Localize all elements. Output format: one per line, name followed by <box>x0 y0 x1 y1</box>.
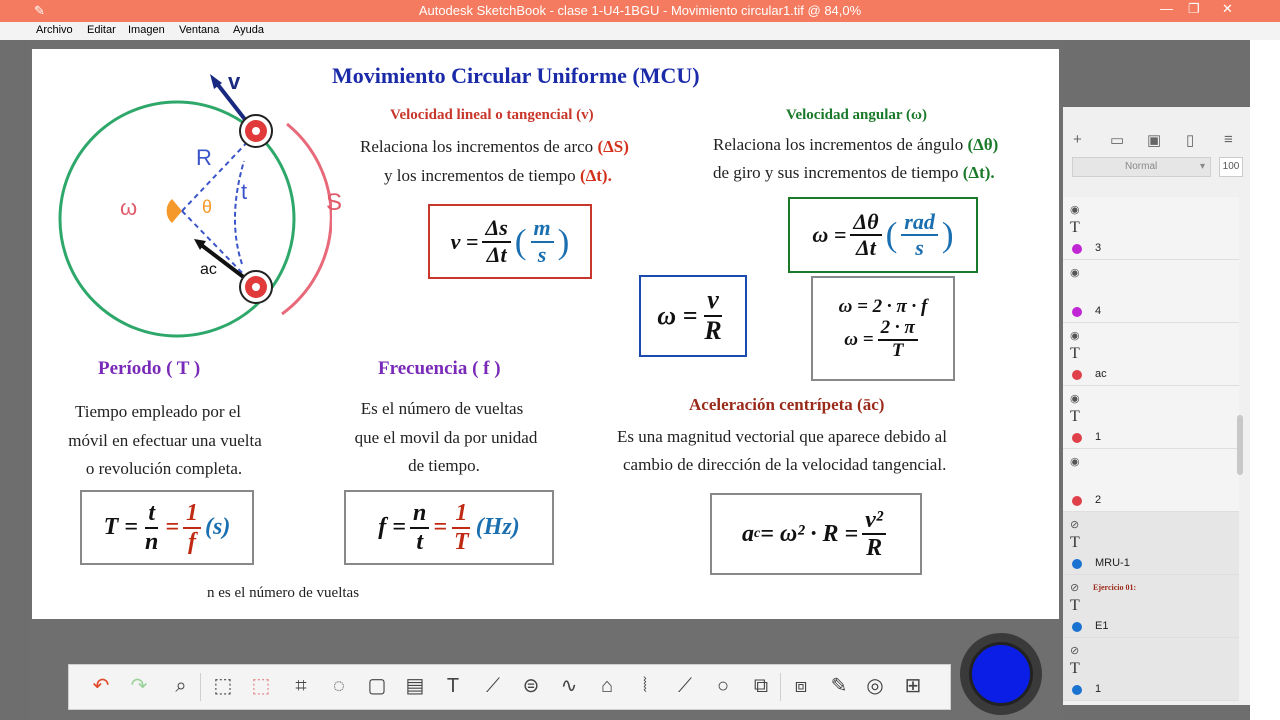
layer-color-dot <box>1072 496 1082 506</box>
omega-label: ω <box>120 195 138 220</box>
window-edge <box>1250 40 1280 720</box>
layer-item[interactable]: ◉ T ac <box>1063 323 1239 386</box>
layer-color-dot <box>1072 559 1082 569</box>
menu-icon[interactable]: ≡ <box>1224 131 1233 148</box>
brush-icon[interactable]: ✎ <box>830 675 848 697</box>
eye-icon[interactable]: ◉ <box>1070 456 1080 468</box>
radius-label: R <box>196 145 212 170</box>
lineal-line2: y los incrementos de tiempo (Δt). <box>384 166 612 185</box>
eye-hidden-icon[interactable]: ⊘ <box>1070 582 1080 594</box>
symmetry-icon[interactable]: ⦚ <box>642 675 648 697</box>
layer-color-dot <box>1072 370 1082 380</box>
bucket-icon[interactable]: ▤ <box>405 675 425 697</box>
mcu-diagram <box>32 69 332 359</box>
formula-f: f = $\frac{n}{t}$ = $\frac{1}{T}$ (Hz) <box>344 490 554 565</box>
arc-label: S <box>326 189 343 216</box>
layer-label: 2 <box>1095 494 1102 506</box>
formula-t: T = $\frac{t}{n}$ = $\frac{1}{f}$ (s) <box>80 490 254 565</box>
color-puck[interactable] <box>960 633 1042 715</box>
color-swatch[interactable] <box>969 642 1033 706</box>
lasso-icon[interactable]: ◌ <box>333 675 345 697</box>
copy-icon[interactable]: ⧉ <box>753 675 769 697</box>
window-title: Autodesk SketchBook - clase 1-U4-1BGU - Movimiento circular1.tif @ 84,0% <box>418 3 862 18</box>
menu-archivo[interactable]: Archivo <box>36 24 73 36</box>
layer-item[interactable]: ⊘ T MRU-1 <box>1063 512 1239 575</box>
opacity-field[interactable]: 100 <box>1219 157 1243 177</box>
undo-icon[interactable]: ↶ <box>92 675 110 697</box>
eye-icon[interactable]: ◉ <box>1070 204 1080 216</box>
time-label: t <box>241 179 248 204</box>
layer-color-dot <box>1072 685 1082 695</box>
perspective-icon[interactable]: ⌂ <box>600 675 614 697</box>
footnote: n es el número de vueltas <box>207 585 360 601</box>
layers-icon[interactable]: ⧈ <box>794 675 808 697</box>
crop-icon[interactable]: ⌗ <box>295 675 307 697</box>
circle-icon[interactable]: ○ <box>716 675 730 697</box>
menu-imagen[interactable]: Imagen <box>128 24 165 36</box>
layer-color-dot <box>1072 307 1082 317</box>
theta-label: θ <box>202 197 213 217</box>
stroke-icon[interactable]: ⟋ <box>678 675 692 697</box>
ac-label: ac <box>200 261 217 278</box>
shape-icon[interactable]: ▢ <box>367 675 387 697</box>
periodo-line2: móvil en efectuar una vuelta <box>68 431 262 450</box>
toolbar-divider <box>780 673 781 701</box>
menu-ventana[interactable]: Ventana <box>179 24 220 36</box>
periodo-line3: o revolución completa. <box>85 459 243 478</box>
formula-omega: ω = $\frac{\Delta\theta}{\Delta t}$ ( $\frac{\text{rad}}{s}$ ) <box>788 197 978 273</box>
eye-hidden-icon[interactable]: ⊘ <box>1070 519 1080 531</box>
eye-icon[interactable]: ◉ <box>1070 393 1080 405</box>
layer-item[interactable]: ◉ T 3 <box>1063 197 1239 260</box>
formula-v: v = $\frac{\Delta s}{\Delta t}$ ( $\frac{m}{s}$ ) <box>428 204 592 279</box>
menu-ayuda[interactable]: Ayuda <box>233 24 264 36</box>
layer-item[interactable]: ⊘ T 1 <box>1063 638 1239 701</box>
angular-line1: Relaciona los incrementos de ángulo (Δθ) <box>713 135 999 154</box>
periodo-heading: Período ( T ) <box>98 358 201 379</box>
curve-icon[interactable]: ∿ <box>560 675 578 697</box>
layer-label: ac <box>1095 368 1107 380</box>
layer-tools <box>1063 107 1250 157</box>
layer-label: E1 <box>1095 620 1109 632</box>
transform-icon[interactable]: ⬚ <box>251 675 271 697</box>
frecuencia-line1: Es el número de vueltas <box>360 399 524 418</box>
restore-button[interactable]: ❐ <box>1188 1 1200 16</box>
angular-line2: de giro y sus incrementos de tiempo (Δt). <box>713 163 995 182</box>
angular-heading: Velocidad angular (ω) <box>786 107 927 123</box>
ruler-icon[interactable]: ⟋ <box>486 675 500 697</box>
layer-label: 4 <box>1095 305 1102 317</box>
frecuencia-line2: que el movil da por unidad <box>354 428 538 447</box>
lineal-line1: Relaciona los incrementos de arco (ΔS) <box>360 137 629 156</box>
image-layer-icon[interactable]: ▣ <box>1147 132 1162 149</box>
layer-scrollbar[interactable] <box>1237 415 1243 475</box>
formula-ac: a c = ω² · R = $\frac{\text{v²}}{R}$ <box>710 493 922 575</box>
layer-item[interactable]: ⊘ T Ejercicio 01: E1 <box>1063 575 1239 638</box>
chevron-down-icon: ▾ <box>1199 161 1205 172</box>
layer-thumbnail-text: Ejercicio 01: <box>1093 583 1137 592</box>
eye-icon[interactable]: ◉ <box>1070 267 1080 279</box>
omega-2pi-f: ω = 2 · π · f <box>838 295 928 317</box>
select-icon[interactable]: ⬚ <box>213 675 233 697</box>
color-wheel-icon[interactable]: ◎ <box>866 675 884 697</box>
aceleracion-line2: cambio de dirección de la velocidad tangencial. <box>623 455 947 474</box>
menu-bar <box>0 22 1280 40</box>
menu-editar[interactable]: Editar <box>87 24 116 36</box>
layer-color-dot <box>1072 433 1082 443</box>
app-icon: ✎ <box>34 3 45 18</box>
add-layer-icon[interactable]: + <box>1073 131 1082 148</box>
eye-hidden-icon[interactable]: ⊘ <box>1070 645 1080 657</box>
formula-omega-pi <box>811 276 955 381</box>
layer-item[interactable] <box>1063 449 1239 512</box>
toolbar-divider <box>200 673 201 701</box>
periodo-line1: Tiempo empleado por el <box>74 402 242 421</box>
blend-mode-select[interactable]: Normal ▾ <box>1072 157 1211 177</box>
formula-omega-v-r: ω = $\frac{v}{R}$ <box>639 275 747 357</box>
title-bar <box>0 0 1280 22</box>
layer-label: 1 <box>1095 683 1102 695</box>
layer-item[interactable]: ◉ T 1 <box>1063 386 1239 449</box>
lineal-heading: Velocidad lineal o tangencial (v) <box>390 107 594 123</box>
aceleracion-heading: Aceleración centrípeta (āc) <box>689 395 885 414</box>
layer-label: 3 <box>1095 242 1102 254</box>
zoom-icon[interactable]: ⌕ <box>175 675 187 697</box>
close-button[interactable]: ✕ <box>1222 1 1233 16</box>
aceleracion-line1: Es una magnitud vectorial que aparece debido al <box>617 427 947 446</box>
layer-label: 1 <box>1095 431 1102 443</box>
layer-item[interactable] <box>1063 260 1239 323</box>
main-toolbar <box>68 664 951 710</box>
velocity-label: v <box>228 69 241 94</box>
palette-icon[interactable]: ⊞ <box>904 675 922 697</box>
frecuencia-heading: Frecuencia ( f ) <box>378 358 501 379</box>
trash-icon[interactable]: ▯ <box>1186 132 1195 149</box>
document-canvas[interactable] <box>32 49 1059 619</box>
layer-color-dot <box>1072 244 1082 254</box>
ellipse-guide-icon[interactable]: ⊜ <box>522 675 540 697</box>
omega-2pi-t: ω = $\frac{2 \cdot \pi}{T}$ <box>844 318 921 362</box>
layer-panel <box>1063 107 1250 705</box>
minimize-button[interactable]: — <box>1160 1 1173 16</box>
layer-label: MRU-1 <box>1095 557 1130 569</box>
redo-icon[interactable]: ↷ <box>130 675 148 697</box>
folder-icon[interactable]: ▭ <box>1110 132 1125 149</box>
layer-color-dot <box>1072 622 1082 632</box>
page-title: Movimiento Circular Uniforme (MCU) <box>332 63 700 88</box>
frecuencia-line3: de tiempo. <box>408 456 480 475</box>
eye-icon[interactable]: ◉ <box>1070 330 1080 342</box>
text-icon[interactable]: T <box>446 675 460 697</box>
